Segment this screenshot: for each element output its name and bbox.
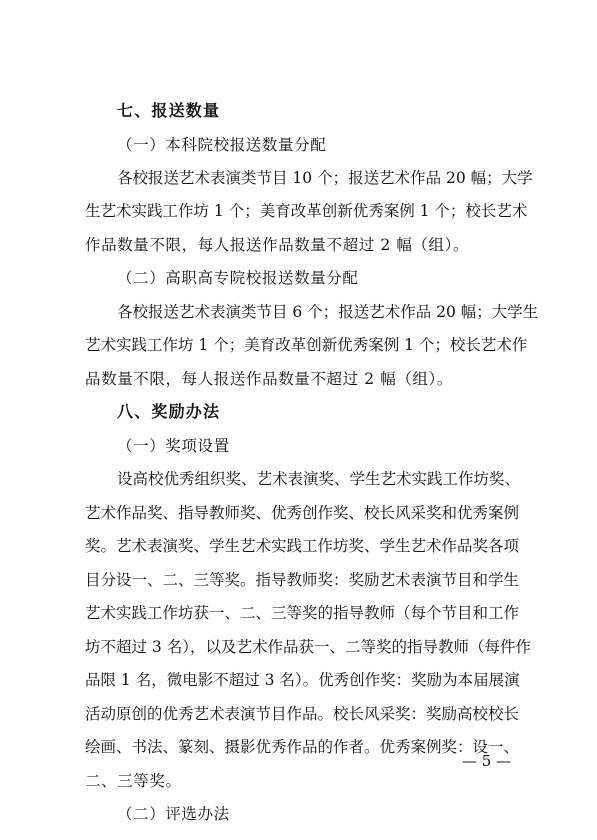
paragraph-line: 奖。艺术表演奖、学生艺术实践工作坊奖、学生艺术作品奖各项 xyxy=(85,537,520,555)
subsection-title-vocational: （二）高职高专院校报送数量分配 xyxy=(117,269,359,287)
paragraph-line: 艺术作品奖、指导教师奖、优秀创作奖、校长风采奖和优秀案例 xyxy=(85,504,520,522)
paragraph-line: 设高校优秀组织奖、艺术表演奖、学生艺术实践工作坊奖、 xyxy=(117,470,521,488)
section-heading-7: 七、报送数量 xyxy=(117,101,221,120)
paragraph-line: 各校报送艺术表演类节目 6 个；报送艺术作品 20 幅；大学生 xyxy=(117,303,539,321)
subsection-title-undergrad: （一）本科院校报送数量分配 xyxy=(117,136,327,154)
paragraph-line: 作品数量不限，每人报送作品数量不超过 2 幅（组）。 xyxy=(85,236,470,254)
subsection-title-selection: （二）评选办法 xyxy=(117,805,230,823)
page-number: — 5 — xyxy=(462,752,512,770)
paragraph-line: 各校报送艺术表演类节目 10 个；报送艺术作品 20 幅；大学 xyxy=(117,169,533,187)
section-heading-8: 八、奖励办法 xyxy=(117,402,221,421)
paragraph-line: 绘画、书法、篆刻、摄影优秀作品的作者。优秀案例奖：设一、 xyxy=(85,738,520,756)
paragraph-line: 活动原创的优秀艺术表演节目作品。校长风采奖：奖励高校校长 xyxy=(85,705,520,723)
paragraph-line: 艺术实践工作坊 1 个；美育改革创新优秀案例 1 个；校长艺术作 xyxy=(85,336,528,354)
paragraph-line: 艺术实践工作坊获一、二、三等奖的指导教师（每个节目和工作 xyxy=(85,604,520,622)
subsection-title-awards: （一）奖项设置 xyxy=(117,437,230,455)
paragraph-line: 目分设一、二、三等奖。指导教师奖：奖励艺术表演节目和学生 xyxy=(85,571,520,589)
paragraph-line: 品数量不限，每人报送作品数量不超过 2 幅（组）。 xyxy=(85,370,453,388)
paragraph-line: 生艺术实践工作坊 1 个；美育改革创新优秀案例 1 个；校长艺术 xyxy=(85,202,528,220)
paragraph-line: 坊不超过 3 名），以及艺术作品获一、二等奖的指导教师（每件作 xyxy=(85,638,531,656)
paragraph-line: 二、三等奖。 xyxy=(85,772,182,790)
paragraph-line: 品限 1 名，微电影不超过 3 名）。优秀创作奖：奖励为本届展演 xyxy=(85,671,520,689)
